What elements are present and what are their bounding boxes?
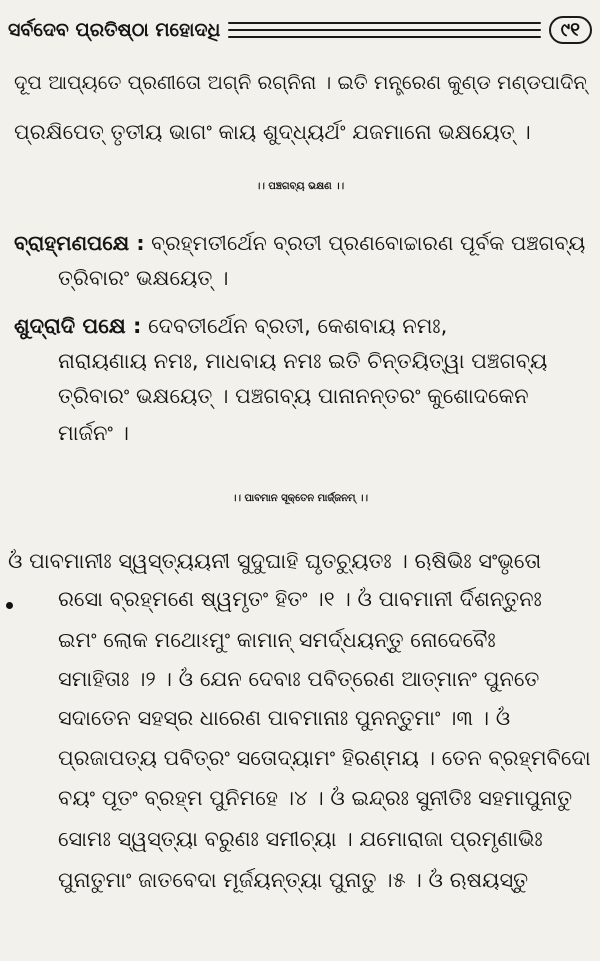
text-line: ସଦାତେନ ସହସ୍ର ଧାରେଣ ପାବମାନାଃ ପୁନନ୍ତୁମାଂ ।୩ । ଓଁ [58,706,511,730]
page-number: ୯୧ [549,16,592,44]
text-line: ପ୍ରଜାପତ୍ୟ ପବିତ୍ରଂ ସତୋଦ୍ୟାମଂ ହିରଣ୍ମୟ । ତେନ ବ୍ରହ୍ମବିଦୋ [58,746,591,770]
header-rule [228,22,540,38]
text-line: ତ୍ରିବାରଂ ଭକ୍ଷୟେତ୍ । [58,266,229,290]
margin-mark [6,602,13,609]
running-title: ସର୍ବଦେବ ପ୍ରତିଷ୍ଠା ମହୋଦଧି [8,19,221,41]
section-heading: ।। ପାବମାନ ସୂକ୍ତେନ ମାର୍ଜ୍ଜନମ୍ ।। [231,493,369,504]
term-text: ବ୍ରହ୍ମତୀର୍ଥେନ ବ୍ରତୀ ପ୍ରଣବୋଚ୍ଚାରଣ ପୂର୍ବକ ପଞ୍ଚଗବ୍ୟ [144,231,586,255]
text-line: ବୟଂ ପୂତଂ ବ୍ରହ୍ମ ପୁନିମହେ ।୪ । ଓଁ ଇନ୍ଦ୍ରଃ ସୁନୀତିଃ ସହମାପୁନାତୁ [58,786,573,810]
text-line: ଓଁ ପାବମାନୀଃ ସ୍ୱସ୍ତ୍ୟୟନୀ ସୁଦୁଘାହି ଘୃତଚ୍ୟୁତଃ । ଋଷିଭିଃ ସଂଭୃତୋ [8,549,542,573]
text-line: ପୁନାତୁମାଂ ଜାତବେଦା ମୂର୍ଜୟନ୍ତ୍ୟା ପୁନାତୁ ।୫ । ଓଁ ଋଷୟସ୍ତୁ [58,868,529,892]
term-text: ଦେବତୀର୍ଥେନ ବ୍ରତୀ, କେଶବାୟ ନମଃ, [141,314,448,338]
page-header [8,10,592,50]
text-line: ତ୍ରିବାରଂ ଭକ୍ଷୟେତ୍ । ପଞ୍ଚଗବ୍ୟ ପାନାନନ୍ତରଂ କୁଶୋଦକେନ [58,384,529,408]
text-line [14,311,447,341]
text-line: ରସୋ ବ୍ରହ୍ମଣେ ଷ୍ୱମୃତଂ ହିତଂ ।୧ । ଓଁ ପାବମାନୀ ର୍ଦିଶନ୍ତୁନଃ [58,587,542,611]
text-line: ମାର୍ଜନଂ । [58,421,129,445]
text-line: ଇମଂ ଲୋକ ମଥୋଽମୁଂ କାମାନ୍ ସମର୍ଦ୍ଧୟନ୍ତୁ ନୋଦେବୈଃ [58,628,496,652]
text-line: ପ୍ରକ୍ଷିପେତ୍ ତୃତୀୟ ଭାଗଂ କାୟ ଶୁଦ୍ଧ୍ୟର୍ଥଂ ଯଜମାନୋ ଭକ୍ଷୟେତ୍ । [14,120,531,144]
text-line: ନାରାୟଣାୟ ନମଃ, ମାଧବାୟ ନମଃ ଇତି ଚିନ୍ତୟିତ୍ୱା ପଞ୍ଚଗବ୍ୟ [58,349,548,373]
term-label: ଶୁଦ୍ରାଦି ପକ୍ଷେ : [14,314,142,338]
text-line [14,228,585,258]
term-label: ବ୍ରାହ୍ମଣପକ୍ଷେ : [14,231,145,255]
text-line: ସମାହିତାଃ ।୨ । ଓଁ ଯେନ ଦେବାଃ ପବିତ୍ରେଣ ଆତ୍ମାନଂ ପୁନତେ [58,667,540,691]
text-line: ଦୂପ ଆପ୍ୟତେ ପ୍ରଣୀତୋ ଅଗ୍ନି ରଗ୍ନିନା । ଇତି ମନ୍ତ୍ରେଣ କୁଣ୍ଡ ମଣ୍ଡପାଦିନ୍ [14,71,587,94]
text-line: ସୋମଃ ସ୍ୱସ୍ତ୍ୟା ବରୁଣଃ ସମୀଚ୍ୟା । ଯମୋରାଜା ପ୍ରମୃଣାଭିଃ [58,827,543,851]
section-heading: ।। ପଞ୍ଚଗବ୍ୟ ଭକ୍ଷଣ ।। [255,181,345,192]
